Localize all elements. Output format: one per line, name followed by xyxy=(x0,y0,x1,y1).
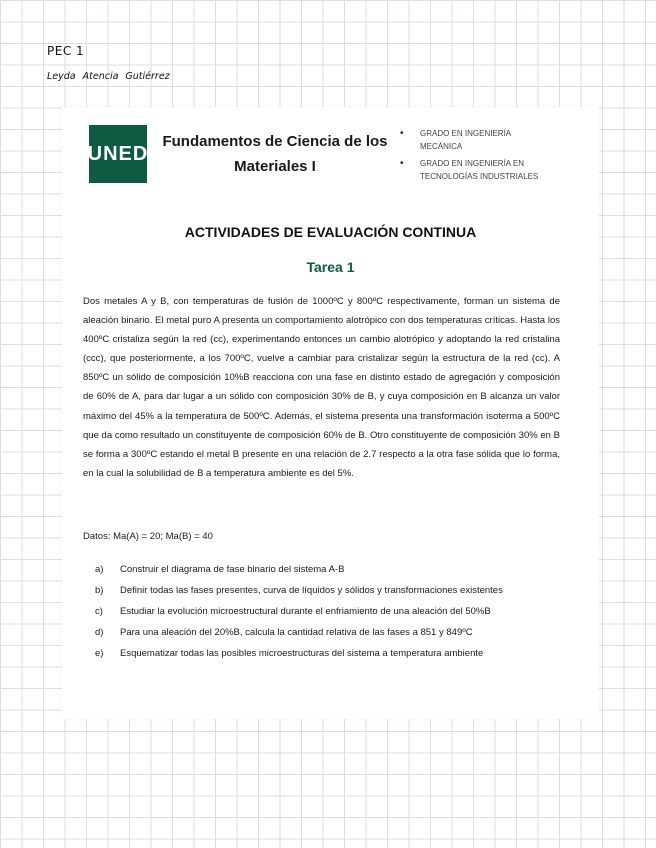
question-text: Construir el diagrama de fase binario del sistema A-B xyxy=(120,564,345,575)
question-item xyxy=(95,645,558,663)
handwritten-title: PEC 1 xyxy=(47,44,85,58)
degree-line: TECNOLOGÍAS INDUSTRIALES xyxy=(420,172,539,181)
degree-list xyxy=(400,127,590,187)
degree-line: MECÁNICA xyxy=(420,142,463,151)
question-marker: b) xyxy=(95,585,104,596)
question-marker: a) xyxy=(95,564,104,575)
assignment-sheet xyxy=(62,107,599,719)
question-item xyxy=(95,561,558,579)
course-title xyxy=(159,129,391,179)
degree-item-mecanica xyxy=(400,127,590,153)
degree-line: • GRADO EN INGENIERÍA EN xyxy=(420,159,525,168)
course-title-line-1: Fundamentos de Ciencia de los xyxy=(162,133,388,150)
degree-item-tecnologias xyxy=(400,157,590,183)
handwritten-author-name: Leyda Atencia Gutiérrez xyxy=(47,71,170,82)
question-marker: d) xyxy=(95,627,104,638)
task-title: Tarea 1 xyxy=(306,259,355,275)
question-item xyxy=(95,603,558,621)
main-title: ACTIVIDADES DE EVALUACIÓN CONTINUA xyxy=(184,224,477,240)
course-title-line-2: Materiales I xyxy=(234,158,316,175)
question-text: Esquematizar todas las posibles microestructuras del sistema a temperatura ambiente xyxy=(120,648,484,659)
degree-line: • GRADO EN INGENIERÍA xyxy=(420,129,512,138)
question-text: Estudiar la evolución microestructural durante el enfriamiento de una aleación del 50%B xyxy=(120,606,491,617)
question-text: Definir todas las fases presentes, curva de líquidos y sólidos y transformaciones existentes xyxy=(120,585,503,596)
question-marker: e) xyxy=(95,648,104,659)
problem-statement: Dos metales A y B, con temperaturas de fusión de 1000ºC y 800ºC respectivamente, forman un sistema de aleación binario. El metal puro A presenta un comportamiento alotrópico con dos temperaturas críticas. Hasta los 400ºC cristaliza según la red (cc), experimentando entonces un cambio alotrópico y adoptando la red cristalina (ccc), que posteriormente, a los 700ºC, vuelve a cambiar para cristalizar según la estructura de la red (cc). A 850ºC un sólido de composición 10%B reacciona con una fase en distinto estado de agregación y composición de 60% de A, para dar lugar a un sólido con composición 30% de B, y cuya composición en B alcanza un valor máximo del 45% a la temperatura de 500ºC. Además, el sistema presenta una transformación isoterma a 500ºC que da como resultado un constituyente de composición 60% de B. Otro constituyente de composición 30% en B se forma a 300ºC estando el metal B presente en una relación de 2.7 respecto a la otra fase sólida que lo forma, en la cual la solubilidad de B a temperatura ambiente es del 5%. xyxy=(83,296,560,479)
question-item xyxy=(95,582,558,600)
uned-logo: UNED xyxy=(89,125,147,183)
question-list xyxy=(95,561,558,666)
question-item xyxy=(95,624,558,642)
question-marker: c) xyxy=(95,606,103,617)
data-line: Datos: Ma(A) = 20; Ma(B) = 40 xyxy=(83,531,213,542)
question-text: Para una aleación del 20%B, calcula la cantidad relativa de las fases a 851 y 849ºC xyxy=(120,627,473,638)
